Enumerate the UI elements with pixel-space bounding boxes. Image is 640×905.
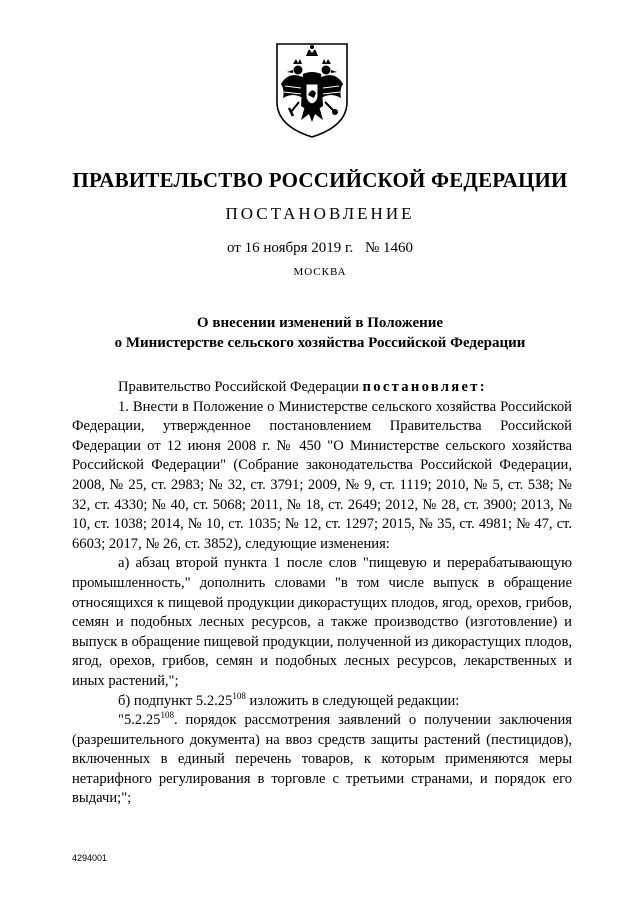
- document-type: ПОСТАНОВЛЕНИЕ: [225, 204, 415, 223]
- decree-body: [72, 378, 572, 809]
- quote-superscript: 108: [160, 710, 174, 721]
- city: МОСКВА: [293, 266, 347, 278]
- quote-prefix: "5.2.25: [118, 712, 161, 729]
- intro-verb: постановляет:: [362, 379, 487, 395]
- quote-suffix: . порядок рассмотрения заявлений о получении заключения (разрешительного документа) на ввоз средств защиты растений (пестицидов), включенных в единый перечень товаров, к которым применяются меры нетарифного регулирования в торговле с третьими странами, и порядок его выдачи;";: [72, 712, 572, 807]
- item-b-prefix: б) подпункт 5.2.25: [118, 692, 233, 709]
- intro-paragraph: [72, 378, 572, 398]
- subject-line-1: О внесении изменений в Положение: [196, 315, 444, 331]
- document-code: 4294001: [72, 853, 108, 863]
- item-1-paragraph: 1. Внести в Положение о Министерстве сельского хозяйства Российской Федерации, утвержденное постановлением Правительства Российской Федерации от 12 июня 2008 г. № 450 "О Министерстве сельского хозяйства Российской Федерации" (Собрание законодательства Российской Федерации, 2008, № 25, ст. 2983; № 32, ст. 3791; 2009, № 9, ст. 1119; 2010, № 5, ст. 538; № 32, ст. 4330; № 40, ст. 5068; 2011, № 18, ст. 2649; 2012, № 28, ст. 3900; 2013, № 10, ст. 1038; 2014, № 10, ст. 1035; № 12, ст. 1297; 2015, № 35, ст. 4981; № 47, ст. 6603; 2017, № 26, ст. 3852), следующие изменения:: [72, 398, 572, 552]
- quoted-paragraph: [72, 711, 572, 809]
- government-title: ПРАВИТЕЛЬСТВО РОССИЙСКОЙ ФЕДЕРАЦИИ: [72, 168, 568, 192]
- russian-coat-of-arms-icon: [271, 40, 353, 140]
- item-b-suffix: изложить в следующей редакции:: [245, 692, 460, 709]
- intro-prefix: Правительство Российской Федерации: [118, 379, 363, 395]
- item-b-superscript: 108: [232, 690, 246, 701]
- decree-number: № 1460: [364, 240, 414, 256]
- date-number-line: [0, 240, 640, 257]
- subject-line-2: о Министерстве сельского хозяйства Российской Федерации: [114, 335, 526, 351]
- decree-date: от 16 ноября 2019 г.: [226, 240, 354, 256]
- item-a-paragraph: а) абзац второй пункта 1 после слов "пищевую и перерабатывающую промышленность," дополнить словами "в том числе выпуск в обращение относящихся к пищевой продукции дикорастущих плодов, ягод, орехов, грибов, семян и подобных лесных ресурсов, а также производство (изготовление) и выпуск в обращение пищевой продукции, полученной из дикорастущих плодов, ягод, орехов, грибов, семян и подобных лесных ресурсов, лекарственных и иных растений,";: [72, 555, 572, 689]
- item-b-paragraph: [72, 692, 572, 712]
- decree-subject: [0, 313, 640, 353]
